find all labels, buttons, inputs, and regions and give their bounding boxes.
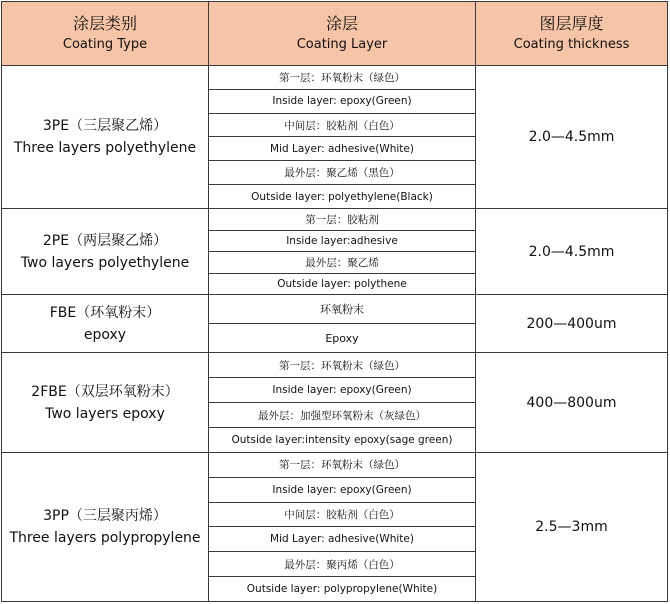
coating-layers-cell bbox=[209, 295, 476, 352]
header-thick-en: Coating thickness bbox=[513, 36, 630, 52]
coating-type-zh: 3PE（三层聚乙烯） bbox=[42, 118, 168, 134]
coating-type-en: Three layers polyethylene bbox=[13, 140, 197, 156]
table-header bbox=[2, 2, 667, 66]
coating-type-en: Two layers epoxy bbox=[45, 405, 165, 422]
coating-type-en: Two layers polyethylene bbox=[20, 254, 190, 271]
coating-layers-cell bbox=[209, 209, 476, 294]
layer-line: 第一层：环氧粉末（绿色） bbox=[209, 66, 475, 90]
table-row-2fbe bbox=[2, 353, 667, 453]
coating-type-cell bbox=[2, 353, 209, 452]
coating-type-cell bbox=[2, 66, 209, 208]
header-coating-thickness bbox=[476, 2, 667, 65]
coating-type-zh: 2PE（两层聚乙烯） bbox=[42, 232, 168, 249]
coating-layers-cell bbox=[209, 353, 476, 452]
layer-line: Mid Layer: adhesive(White) bbox=[209, 527, 475, 552]
layer-line: Outside layer:intensity epoxy(sage green) bbox=[231, 434, 453, 446]
coating-thickness-cell: 400—800um bbox=[526, 394, 617, 411]
layer-line: 最外层：聚乙烯 bbox=[209, 252, 475, 274]
layer-line: Inside layer: epoxy(Green) bbox=[209, 478, 475, 503]
coating-type-cell bbox=[2, 453, 209, 601]
header-type-zh: 涂层类别 bbox=[72, 13, 137, 33]
layer-line: Outside layer: polythene bbox=[277, 277, 407, 290]
coating-thickness-cell: 2.0—4.5mm bbox=[528, 129, 615, 145]
layer-line: 环氧粉末 bbox=[209, 295, 475, 324]
coating-thickness-cell: 2.5—3mm bbox=[535, 519, 608, 535]
coating-layers-cell bbox=[209, 453, 476, 601]
coating-type-zh: 2FBE（双层环氧粉末） bbox=[31, 383, 179, 400]
layer-line: 中间层：胶粘剂（白色） bbox=[209, 503, 475, 528]
layer-line: Inside layer:adhesive bbox=[209, 231, 475, 253]
table-row-3pe bbox=[2, 66, 667, 209]
layer-line: 最外层：聚丙烯（白色） bbox=[209, 552, 475, 577]
layer-line: Inside layer: epoxy(Green) bbox=[209, 90, 475, 114]
layer-line: 最外层：加强型环氧粉末（灰绿色） bbox=[209, 403, 475, 428]
coating-type-cell bbox=[2, 295, 209, 352]
header-thick-zh: 图层厚度 bbox=[539, 13, 604, 33]
layer-line: 最外层：聚乙烯（黑色） bbox=[209, 161, 475, 185]
table-row-fbe bbox=[2, 295, 667, 353]
coating-type-zh: FBE（环氧粉末） bbox=[49, 304, 161, 321]
coating-layers-cell bbox=[209, 66, 476, 208]
layer-line: 第一层：胶粘剂 bbox=[209, 209, 475, 231]
table-row-3pp bbox=[2, 453, 667, 601]
coating-type-en: Three layers polypropylene bbox=[9, 530, 201, 546]
coating-type-zh: 3PP（三层聚丙烯） bbox=[43, 508, 167, 524]
coating-thickness-cell: 200—400um bbox=[526, 315, 617, 332]
layer-line: Inside layer: epoxy(Green) bbox=[209, 378, 475, 403]
layer-line: 第一层：环氧粉末（绿色） bbox=[209, 353, 475, 378]
coating-table bbox=[1, 1, 668, 602]
layer-line: Outside layer: polyethylene(Black) bbox=[251, 190, 433, 203]
layer-line: 中间层：胶粘剂（白色） bbox=[209, 114, 475, 138]
layer-line: 第一层：环氧粉末（绿色） bbox=[209, 453, 475, 478]
header-coating-layer bbox=[209, 2, 476, 65]
table-row-2pe bbox=[2, 209, 667, 295]
coating-type-cell bbox=[2, 209, 209, 294]
layer-line: Outside layer: polypropylene(White) bbox=[246, 583, 438, 596]
header-type-en: Coating Type bbox=[62, 36, 148, 52]
coating-thickness-cell: 2.0—4.5mm bbox=[528, 243, 615, 260]
header-layer-en: Coating Layer bbox=[296, 36, 388, 52]
layer-line: Epoxy bbox=[325, 331, 359, 345]
header-layer-zh: 涂层 bbox=[325, 13, 358, 33]
header-coating-type bbox=[2, 2, 209, 65]
layer-line: Mid Layer: adhesive(White) bbox=[209, 137, 475, 161]
coating-type-en: epoxy bbox=[83, 326, 127, 343]
